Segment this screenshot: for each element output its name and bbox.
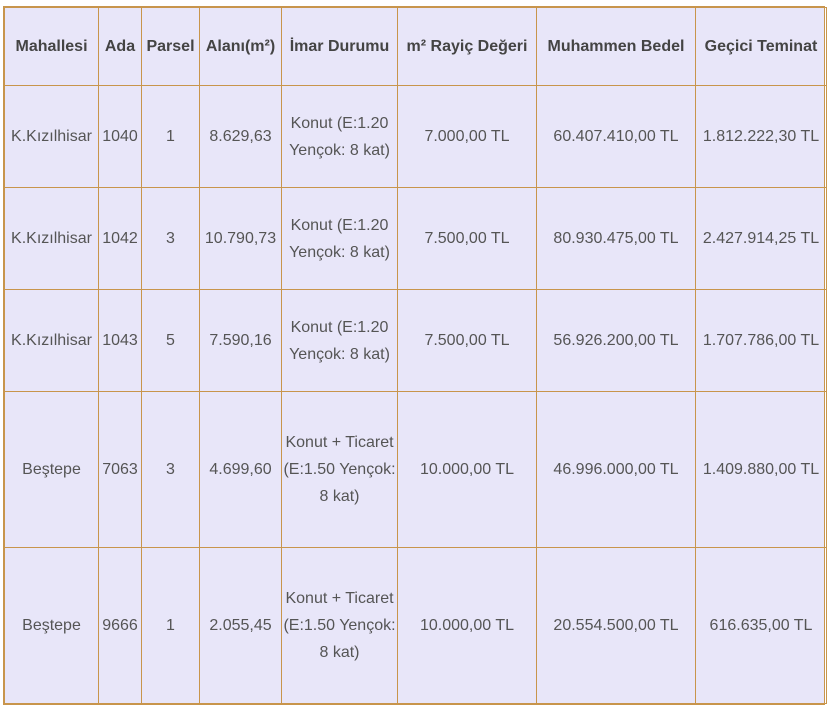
cell-muhammen-bedel: 56.926.200,00 TL <box>537 290 696 392</box>
cell-ada: 7063 <box>99 392 142 548</box>
table-row <box>5 188 827 290</box>
parcel-table <box>4 7 827 704</box>
header-parsel: Parsel <box>142 8 200 86</box>
header-gecici-teminat: Geçici Teminat <box>696 8 827 86</box>
cell-alani: 10.790,73 <box>200 188 282 290</box>
cell-parsel: 5 <box>142 290 200 392</box>
cell-muhammen-bedel: 60.407.410,00 TL <box>537 86 696 188</box>
cell-alani: 7.590,16 <box>200 290 282 392</box>
cell-rayic-degeri: 10.000,00 TL <box>398 392 537 548</box>
cell-mahallesi: Beştepe <box>5 392 99 548</box>
cell-gecici-teminat: 1.707.786,00 TL <box>696 290 827 392</box>
table-row <box>5 86 827 188</box>
cell-muhammen-bedel: 20.554.500,00 TL <box>537 548 696 704</box>
cell-muhammen-bedel: 80.930.475,00 TL <box>537 188 696 290</box>
cell-ada: 1040 <box>99 86 142 188</box>
header-muhammen-bedel: Muhammen Bedel <box>537 8 696 86</box>
cell-rayic-degeri: 7.000,00 TL <box>398 86 537 188</box>
table-row <box>5 392 827 548</box>
cell-imar-durumu: Konut + Ticaret (E:1.50 Yençok: 8 kat) <box>282 392 398 548</box>
cell-parsel: 3 <box>142 188 200 290</box>
table-row <box>5 290 827 392</box>
cell-alani: 8.629,63 <box>200 86 282 188</box>
header-rayic-degeri: m² Rayiç Değeri <box>398 8 537 86</box>
table-header-row <box>5 8 827 86</box>
header-mahallesi: Mahallesi <box>5 8 99 86</box>
cell-muhammen-bedel: 46.996.000,00 TL <box>537 392 696 548</box>
cell-alani: 4.699,60 <box>200 392 282 548</box>
cell-parsel: 1 <box>142 548 200 704</box>
cell-mahallesi: K.Kızılhisar <box>5 290 99 392</box>
cell-imar-durumu: Konut (E:1.20 Yençok: 8 kat) <box>282 188 398 290</box>
cell-gecici-teminat: 616.635,00 TL <box>696 548 827 704</box>
cell-parsel: 1 <box>142 86 200 188</box>
cell-mahallesi: K.Kızılhisar <box>5 86 99 188</box>
cell-imar-durumu: Konut + Ticaret (E:1.50 Yençok: 8 kat) <box>282 548 398 704</box>
parcel-table-container <box>3 6 825 705</box>
table-row <box>5 548 827 704</box>
header-ada: Ada <box>99 8 142 86</box>
cell-gecici-teminat: 2.427.914,25 TL <box>696 188 827 290</box>
cell-gecici-teminat: 1.409.880,00 TL <box>696 392 827 548</box>
header-imar-durumu: İmar Durumu <box>282 8 398 86</box>
cell-gecici-teminat: 1.812.222,30 TL <box>696 86 827 188</box>
cell-mahallesi: Beştepe <box>5 548 99 704</box>
cell-rayic-degeri: 7.500,00 TL <box>398 290 537 392</box>
cell-imar-durumu: Konut (E:1.20 Yençok: 8 kat) <box>282 290 398 392</box>
cell-rayic-degeri: 7.500,00 TL <box>398 188 537 290</box>
cell-mahallesi: K.Kızılhisar <box>5 188 99 290</box>
header-alani: Alanı(m²) <box>200 8 282 86</box>
cell-imar-durumu: Konut (E:1.20 Yençok: 8 kat) <box>282 86 398 188</box>
cell-alani: 2.055,45 <box>200 548 282 704</box>
cell-ada: 1043 <box>99 290 142 392</box>
cell-ada: 1042 <box>99 188 142 290</box>
cell-rayic-degeri: 10.000,00 TL <box>398 548 537 704</box>
cell-parsel: 3 <box>142 392 200 548</box>
cell-ada: 9666 <box>99 548 142 704</box>
